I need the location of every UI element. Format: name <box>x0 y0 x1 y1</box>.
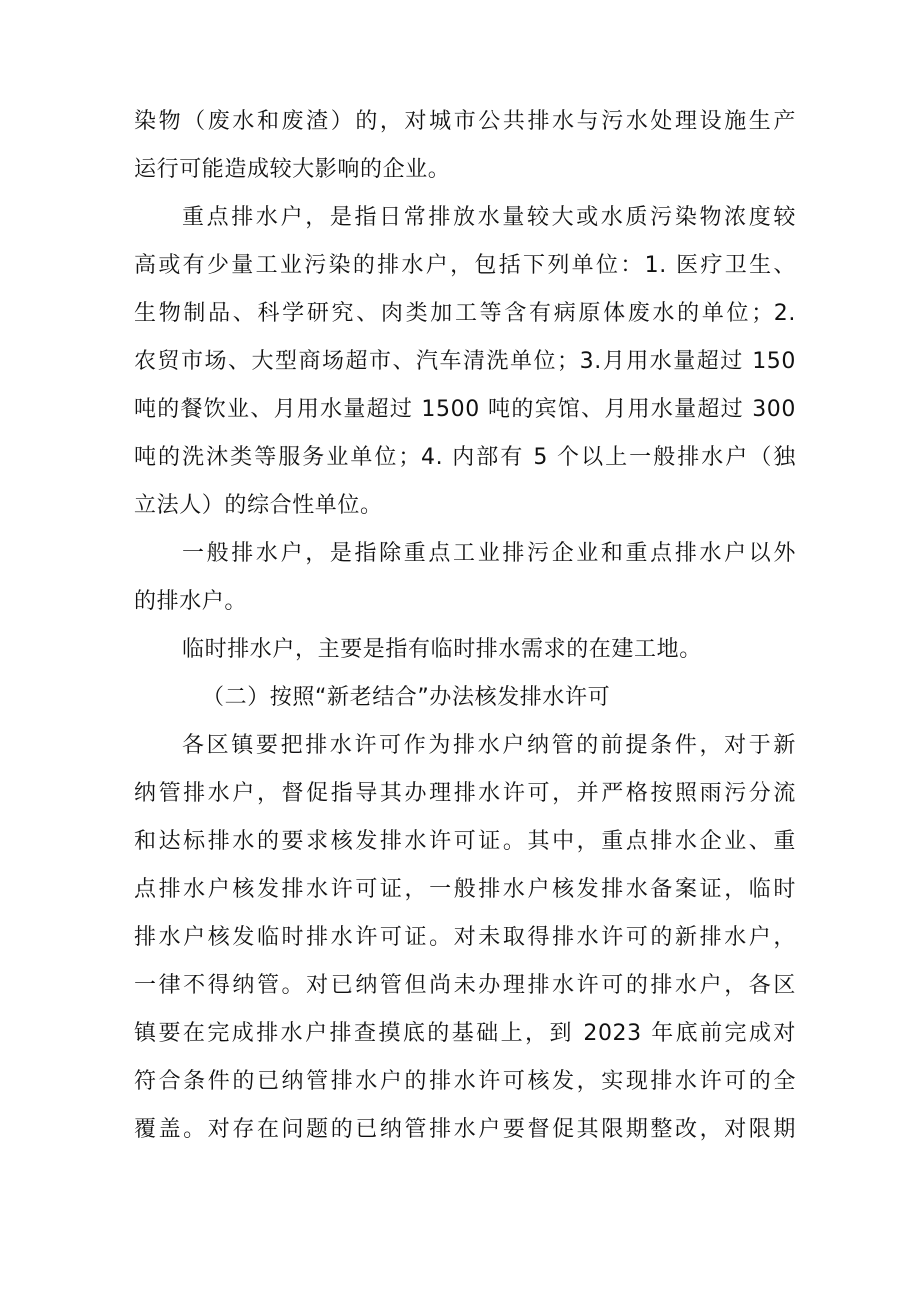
section-heading-text: （二）按照“新老结合”办法核发排水许可 <box>202 685 611 710</box>
text-line: 一般排水户，是指除重点工业排污企业和重点排水户以外 <box>182 541 796 566</box>
text-line: 吨的餐饮业、月用水量超过 1500 吨的宾馆、月用水量超过 300 <box>134 397 796 422</box>
text-line: 重点排水户，是指日常排放水量较大或水质污染物浓度较 <box>182 205 796 230</box>
paragraph-temporary-discharger <box>134 626 796 674</box>
text-line: 临时排水户，主要是指有临时排水需求的在建工地。 <box>182 637 702 662</box>
text-line: 镇要在完成排水户排查摸底的基础上，到 2023 年底前完成对 <box>134 1021 796 1046</box>
text-line: 的排水户。 <box>134 589 248 614</box>
text-line: 运行可能造成较大影响的企业。 <box>134 157 451 182</box>
text-line: 和达标排水的要求核发排水许可证。其中，重点排水企业、重 <box>134 829 796 854</box>
text-line: 染物（废水和废渣）的，对城市公共排水与污水处理设施生产 <box>134 109 796 134</box>
paragraph-permit-issuance <box>134 722 796 1154</box>
text-line: 吨的洗沐类等服务业单位；4. 内部有 5 个以上一般排水户（独 <box>134 445 796 470</box>
text-line: 各区镇要把排水许可作为排水户纳管的前提条件，对于新 <box>182 733 796 758</box>
text-line: 排水户核发临时排水许可证。对未取得排水许可的新排水户， <box>134 925 796 950</box>
text-line: 覆盖。对存在问题的已纳管排水户要督促其限期整改，对限期 <box>134 1117 796 1142</box>
text-line: 生物制品、科学研究、肉类加工等含有病原体废水的单位；2. <box>134 301 796 326</box>
paragraph-key-discharger <box>134 194 796 530</box>
text-line: 立法人）的综合性单位。 <box>134 493 383 518</box>
text-line: 符合条件的已纳管排水户的排水许可核发，实现排水许可的全 <box>134 1069 796 1094</box>
section-heading <box>134 674 796 722</box>
paragraph-general-discharger <box>134 530 796 626</box>
text-line: 一律不得纳管。对已纳管但尚未办理排水许可的排水户，各区 <box>134 973 796 998</box>
document-body <box>134 98 796 1154</box>
paragraph-continuation <box>134 98 796 194</box>
text-line: 点排水户核发排水许可证，一般排水户核发排水备案证，临时 <box>134 877 796 902</box>
text-line: 农贸市场、大型商场超市、汽车清洗单位；3.月用水量超过 150 <box>134 349 796 374</box>
text-line: 高或有少量工业污染的排水户，包括下列单位：1. 医疗卫生、 <box>134 253 796 278</box>
text-line: 纳管排水户，督促指导其办理排水许可，并严格按照雨污分流 <box>134 781 796 806</box>
